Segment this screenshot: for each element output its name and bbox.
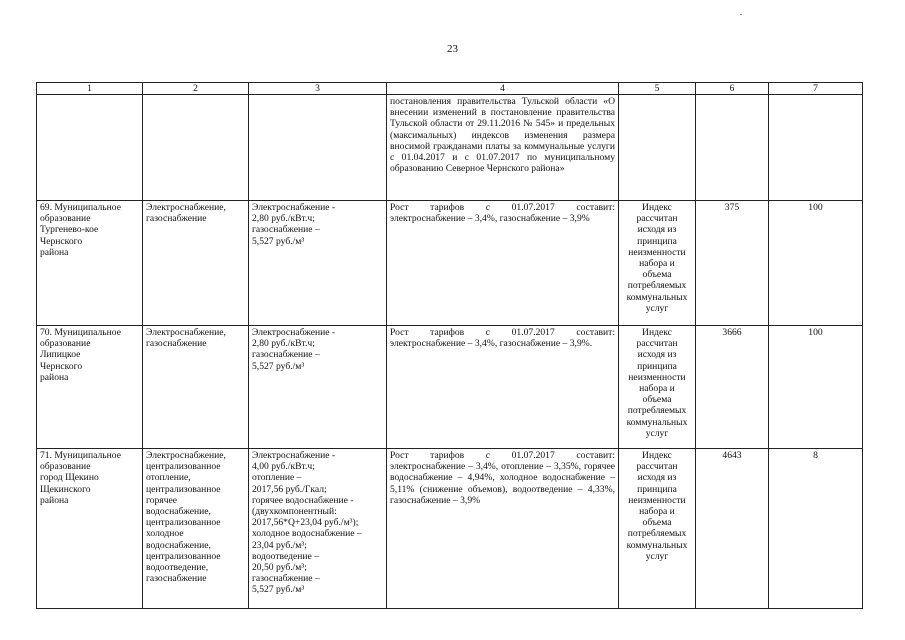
col6-value: 4643: [696, 449, 769, 609]
col7-value: 100: [769, 201, 863, 326]
continuation-text: постановления правительства Тульской области «О внесении изменений в постановление правительства Тульской области от 29.11.2016 № 545» и предельных (максимальных) индексов изменения размера вносимой гражданами платы за коммунальные услуги с 01.04.2017 и с 01.07.2017 по муниципальному образованию Северное Чернского района»: [387, 95, 619, 201]
empty-cell: [619, 95, 696, 201]
services-cell: Электроснабжение, централизованное отопление, централизованное горячее водоснабжение, централизованное холодное водоснабжение, централизованное водоотведение, газоснабжение: [143, 449, 249, 609]
column-header: 5: [619, 83, 696, 95]
page-number: 23: [447, 43, 458, 55]
index-note-cell: Индекс рассчитан исходя из принципа неизменности набора и объема потребляемых коммунальных услуг: [619, 449, 696, 609]
column-number-row: [37, 83, 863, 95]
column-header: 1: [37, 83, 143, 95]
services-cell: Электроснабжение, газоснабжение: [143, 201, 249, 326]
tariffs-cell: Электроснабжение - 4,00 руб./кВт.ч; отопление – 2017,56 руб./Гкал; горячее водоснабжение - (двухкомпонентный: 2017,56*Q+23,04 руб./м³); холодное водоснабжение – 23,04 руб./м³; водоотведение – 20,50 руб./м³; газоснабжение – 5,527 руб./м³: [249, 449, 387, 609]
col7-value: 100: [769, 326, 863, 449]
index-note-cell: Индекс рассчитан исходя из принципа неизменности набора и объема потребляемых коммунальных услуг: [619, 201, 696, 326]
empty-cell: [696, 95, 769, 201]
col6-value: 3666: [696, 326, 769, 449]
services-cell: Электроснабжение, газоснабжение: [143, 326, 249, 449]
tariffs-cell: Электроснабжение - 2,80 руб./кВт.ч; газоснабжение – 5,527 руб./м³: [249, 201, 387, 326]
scan-speck: [740, 14, 742, 15]
empty-cell: [37, 95, 143, 201]
table-row: [37, 326, 863, 449]
column-header: 4: [387, 83, 619, 95]
column-header: 6: [696, 83, 769, 95]
col6-value: 375: [696, 201, 769, 326]
continuation-row: [37, 95, 863, 201]
column-header: 7: [769, 83, 863, 95]
growth-cell: Рост тарифов с 01.07.2017 составит: электроснабжение – 3,4%, отопление – 3,35%, горячее водоснабжение – 4,94%, холодное водоснабжение – 5,11% (снижение объемов), водоотведение – 4,33%, газоснабжение – 3,9%: [387, 449, 619, 609]
column-header: 2: [143, 83, 249, 95]
growth-cell: Рост тарифов с 01.07.2017 составит: электроснабжение – 3,4%, газоснабжение – 3,9%.: [387, 326, 619, 449]
municipality-cell: 70. Муниципальное образование Липицкое Чернского района: [37, 326, 143, 449]
tariff-table: [36, 82, 863, 609]
municipality-cell: 71. Муниципальное образование город Щекино Щекинского района: [37, 449, 143, 609]
empty-cell: [249, 95, 387, 201]
column-header: 3: [249, 83, 387, 95]
index-note-cell: Индекс рассчитан исходя из принципа неизменности набора и объема потребляемых коммунальных услуг: [619, 326, 696, 449]
table-row: [37, 201, 863, 326]
empty-cell: [143, 95, 249, 201]
col7-value: 8: [769, 449, 863, 609]
municipality-cell: 69. Муниципальное образование Тургенево-кое Чернского района: [37, 201, 143, 326]
growth-cell: Рост тарифов с 01.07.2017 составит: электроснабжение – 3,4%, газоснабжение – 3,9%: [387, 201, 619, 326]
empty-cell: [769, 95, 863, 201]
tariffs-cell: Электроснабжение - 2,80 руб./кВт.ч; газоснабжение – 5,527 руб./м³: [249, 326, 387, 449]
table-row: [37, 449, 863, 609]
